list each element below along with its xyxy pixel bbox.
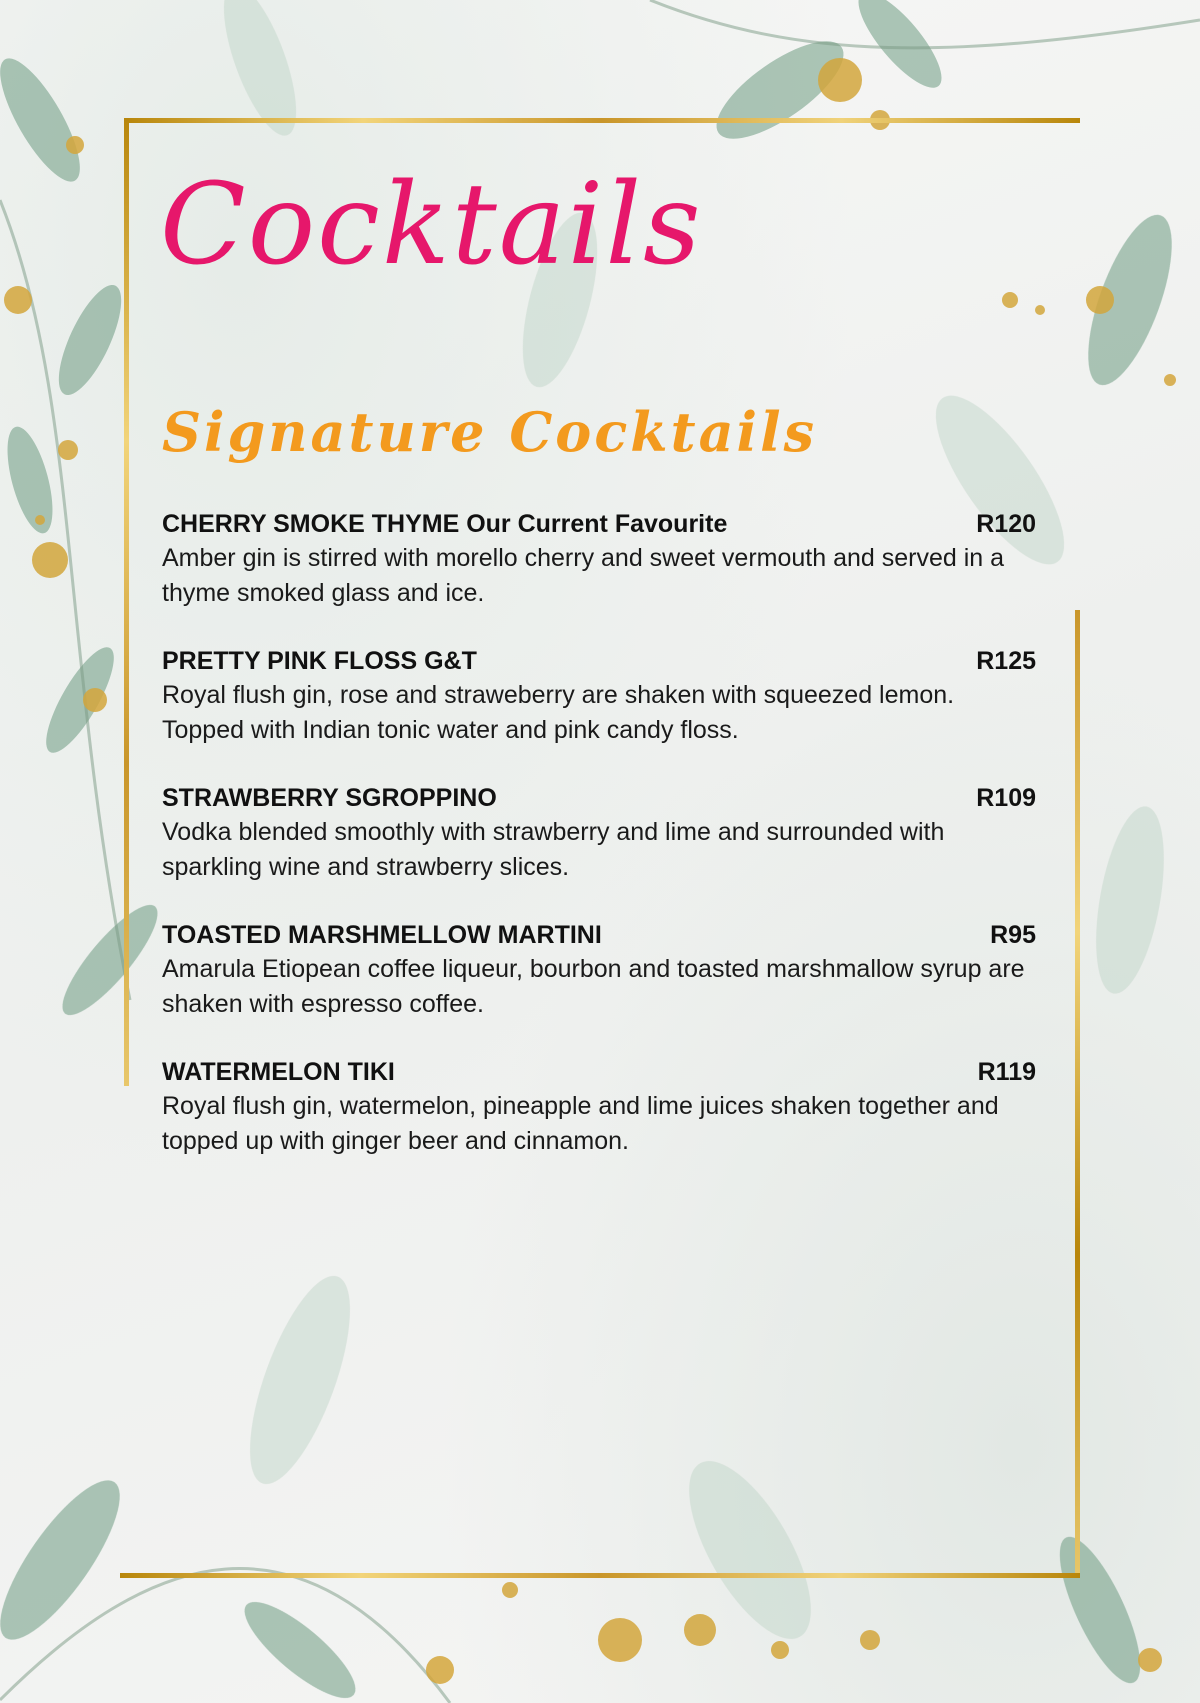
gold-frame-right [1075,610,1080,1578]
item-name: TOASTED MARSHMELLOW MARTINI [162,921,602,949]
list-item [162,510,1036,611]
gold-frame-left [124,118,129,1086]
list-item [162,647,1036,748]
item-price: R125 [976,647,1036,675]
item-header [162,921,1036,950]
list-item [162,921,1036,1022]
gold-frame-bottom [120,1573,1080,1578]
item-price: R119 [977,1058,1036,1086]
item-price: R120 [976,510,1036,538]
item-header [162,647,1036,676]
item-description: Royal flush gin, watermelon, pineapple and lime juices shaken together and topped up with ginger beer and cinnamon. [162,1092,999,1155]
list-item [162,784,1036,885]
item-header [162,1058,1036,1087]
item-description: Amarula Etiopean coffee liqueur, bourbon and toasted marshmallow syrup are shaken with espresso coffee. [162,955,1025,1018]
item-price: R95 [990,921,1036,949]
item-header [162,510,1036,539]
item-name: PRETTY PINK FLOSS G&T [162,647,477,675]
cocktail-list [162,510,1036,1195]
item-header [162,784,1036,813]
item-price: R109 [976,784,1036,812]
item-name: WATERMELON TIKI [162,1058,395,1086]
item-description: Royal flush gin, rose and straweberry are shaken with squeezed lemon. Topped with Indian tonic water and pink candy floss. [162,681,955,744]
list-item [162,1058,1036,1159]
item-name: CHERRY SMOKE THYME Our Current Favourite [162,510,728,538]
page-title: Cocktails [160,160,703,290]
item-description: Amber gin is stirred with morello cherry and sweet vermouth and served in a thyme smoked glass and ice. [162,544,1005,607]
section-title: Signature Cocktails [162,400,817,464]
item-name: STRAWBERRY SGROPPINO [162,784,497,812]
gold-frame-top [124,118,1080,123]
item-description: Vodka blended smoothly with strawberry and lime and surrounded with sparkling wine and strawberry slices. [162,818,945,881]
